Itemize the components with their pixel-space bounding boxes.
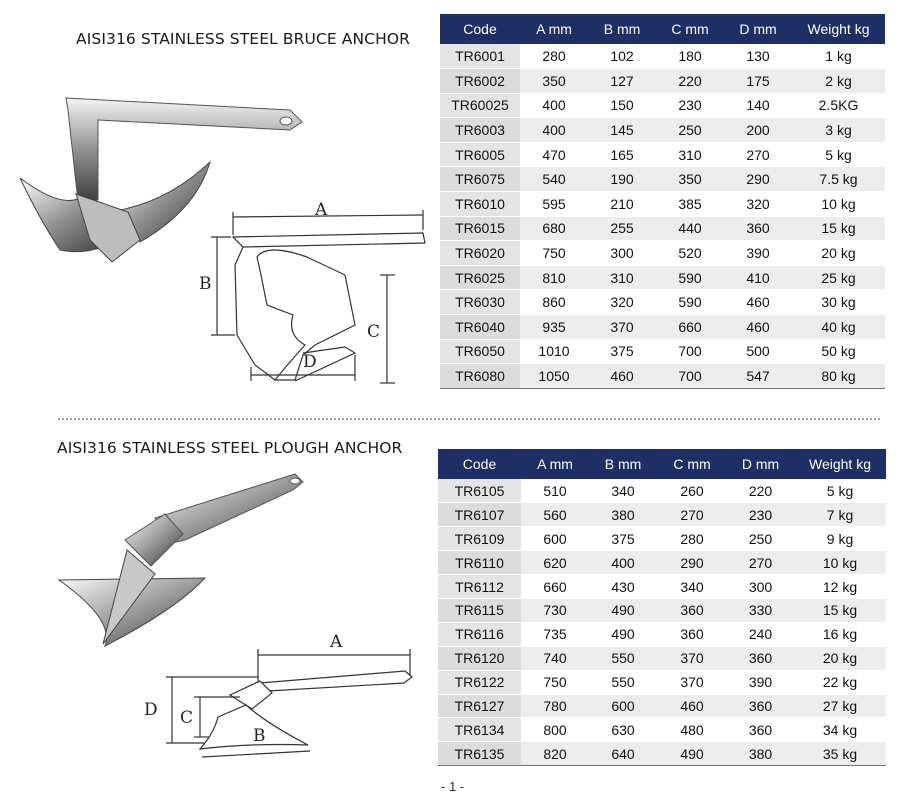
- value-cell: 520: [656, 241, 724, 266]
- value-cell: 480: [657, 718, 727, 742]
- table-row: [440, 93, 885, 118]
- code-cell: TR6134: [438, 718, 521, 742]
- table-row: [438, 575, 886, 599]
- value-cell: 350: [656, 167, 724, 192]
- value-cell: 280: [520, 44, 588, 69]
- plough-dim-label-d: D: [144, 700, 158, 720]
- value-cell: 15 kg: [794, 598, 886, 622]
- table-row: [438, 598, 886, 622]
- table-row: [440, 315, 885, 340]
- code-cell: TR6025: [440, 265, 520, 290]
- code-cell: TR6115: [438, 598, 521, 622]
- value-cell: 20 kg: [792, 241, 885, 266]
- value-cell: 5 kg: [794, 479, 886, 503]
- value-cell: 270: [657, 503, 727, 527]
- value-cell: 7.5 kg: [792, 167, 885, 192]
- value-cell: 860: [520, 290, 588, 315]
- table-row: [440, 142, 885, 167]
- value-cell: 540: [520, 167, 588, 192]
- value-cell: 320: [588, 290, 656, 315]
- value-cell: 220: [727, 479, 794, 503]
- value-cell: 310: [656, 142, 724, 167]
- value-cell: 255: [588, 216, 656, 241]
- bruce-header-c: C mm: [656, 14, 724, 44]
- section-divider: [58, 418, 880, 420]
- value-cell: 820: [521, 742, 589, 766]
- value-cell: 9 kg: [794, 527, 886, 551]
- value-cell: 190: [588, 167, 656, 192]
- value-cell: 230: [656, 93, 724, 118]
- plough-header-b: B mm: [589, 449, 657, 479]
- code-cell: TR6003: [440, 118, 520, 143]
- value-cell: 3 kg: [792, 118, 885, 143]
- bruce-table-header-row: [440, 14, 885, 44]
- value-cell: 250: [656, 118, 724, 143]
- value-cell: 660: [656, 315, 724, 340]
- value-cell: 740: [521, 646, 589, 670]
- value-cell: 600: [521, 527, 589, 551]
- value-cell: 460: [657, 694, 727, 718]
- table-row: [438, 670, 886, 694]
- value-cell: 200: [724, 118, 792, 143]
- value-cell: 16 kg: [794, 622, 886, 646]
- plough-header-c: C mm: [657, 449, 727, 479]
- code-cell: TR6001: [440, 44, 520, 69]
- table-row: [440, 192, 885, 217]
- value-cell: 1 kg: [792, 44, 885, 69]
- value-cell: 547: [724, 364, 792, 389]
- table-row: [438, 479, 886, 503]
- value-cell: 400: [589, 551, 657, 575]
- code-cell: TR6010: [440, 192, 520, 217]
- plough-header-code: Code: [438, 449, 521, 479]
- value-cell: 800: [521, 718, 589, 742]
- value-cell: 550: [589, 646, 657, 670]
- code-cell: TR6080: [440, 364, 520, 389]
- table-row: [438, 622, 886, 646]
- code-cell: TR6040: [440, 315, 520, 340]
- value-cell: 595: [520, 192, 588, 217]
- value-cell: 22 kg: [794, 670, 886, 694]
- value-cell: 440: [656, 216, 724, 241]
- value-cell: 750: [520, 241, 588, 266]
- value-cell: 310: [588, 265, 656, 290]
- bruce-section-title: AISI316 STAINLESS STEEL BRUCE ANCHOR: [76, 30, 410, 48]
- value-cell: 7 kg: [794, 503, 886, 527]
- value-cell: 390: [724, 241, 792, 266]
- value-cell: 290: [724, 167, 792, 192]
- value-cell: 40 kg: [792, 315, 885, 340]
- plough-section-title: AISI316 STAINLESS STEEL PLOUGH ANCHOR: [57, 439, 403, 457]
- bruce-spec-table: [440, 14, 885, 389]
- code-cell: TR6075: [440, 167, 520, 192]
- code-cell: TR6105: [438, 479, 521, 503]
- value-cell: 175: [724, 69, 792, 94]
- value-cell: 370: [657, 670, 727, 694]
- value-cell: 375: [588, 339, 656, 364]
- value-cell: 180: [656, 44, 724, 69]
- value-cell: 490: [589, 622, 657, 646]
- value-cell: 2.5KG: [792, 93, 885, 118]
- value-cell: 400: [520, 118, 588, 143]
- table-row: [438, 527, 886, 551]
- value-cell: 400: [520, 93, 588, 118]
- plough-dim-label-c: C: [180, 708, 194, 728]
- value-cell: 550: [589, 670, 657, 694]
- value-cell: 620: [521, 551, 589, 575]
- value-cell: 380: [727, 742, 794, 766]
- value-cell: 340: [657, 575, 727, 599]
- code-cell: TR6030: [440, 290, 520, 315]
- table-row: [440, 216, 885, 241]
- value-cell: 130: [724, 44, 792, 69]
- value-cell: 750: [521, 670, 589, 694]
- value-cell: 30 kg: [792, 290, 885, 315]
- table-row: [438, 646, 886, 670]
- value-cell: 300: [727, 575, 794, 599]
- value-cell: 12 kg: [794, 575, 886, 599]
- plough-header-a: A mm: [521, 449, 589, 479]
- value-cell: 270: [724, 142, 792, 167]
- value-cell: 360: [724, 216, 792, 241]
- value-cell: 145: [588, 118, 656, 143]
- value-cell: 280: [657, 527, 727, 551]
- value-cell: 590: [656, 290, 724, 315]
- value-cell: 370: [588, 315, 656, 340]
- code-cell: TR6116: [438, 622, 521, 646]
- value-cell: 470: [520, 142, 588, 167]
- plough-dim-label-a: A: [330, 632, 343, 652]
- value-cell: 380: [589, 503, 657, 527]
- value-cell: 150: [588, 93, 656, 118]
- value-cell: 460: [588, 364, 656, 389]
- table-row: [440, 69, 885, 94]
- value-cell: 590: [656, 265, 724, 290]
- value-cell: 350: [520, 69, 588, 94]
- value-cell: 360: [727, 718, 794, 742]
- value-cell: 460: [724, 290, 792, 315]
- value-cell: 500: [724, 339, 792, 364]
- value-cell: 140: [724, 93, 792, 118]
- value-cell: 20 kg: [794, 646, 886, 670]
- plough-dim-label-b: B: [253, 726, 266, 746]
- value-cell: 490: [589, 598, 657, 622]
- code-cell: TR6005: [440, 142, 520, 167]
- code-cell: TR6135: [438, 742, 521, 766]
- value-cell: 240: [727, 622, 794, 646]
- value-cell: 15 kg: [792, 216, 885, 241]
- value-cell: 10 kg: [792, 192, 885, 217]
- value-cell: 680: [520, 216, 588, 241]
- value-cell: 330: [727, 598, 794, 622]
- value-cell: 360: [657, 598, 727, 622]
- bruce-dim-label-b: B: [199, 274, 212, 294]
- value-cell: 340: [589, 479, 657, 503]
- plough-anchor-photo: [55, 470, 315, 650]
- table-row: [438, 503, 886, 527]
- value-cell: 600: [589, 694, 657, 718]
- value-cell: 210: [588, 192, 656, 217]
- value-cell: 1050: [520, 364, 588, 389]
- value-cell: 510: [521, 479, 589, 503]
- code-cell: TR6109: [438, 527, 521, 551]
- value-cell: 700: [656, 364, 724, 389]
- value-cell: 250: [727, 527, 794, 551]
- code-cell: TR6122: [438, 670, 521, 694]
- bruce-dim-label-a: A: [315, 200, 328, 220]
- value-cell: 165: [588, 142, 656, 167]
- bruce-header-code: Code: [440, 14, 520, 44]
- value-cell: 560: [521, 503, 589, 527]
- code-cell: TR6050: [440, 339, 520, 364]
- value-cell: 102: [588, 44, 656, 69]
- value-cell: 25 kg: [792, 265, 885, 290]
- value-cell: 735: [521, 622, 589, 646]
- value-cell: 50 kg: [792, 339, 885, 364]
- code-cell: TR60025: [440, 93, 520, 118]
- bruce-header-a: A mm: [520, 14, 588, 44]
- value-cell: 1010: [520, 339, 588, 364]
- plough-spec-table: [438, 449, 886, 766]
- value-cell: 780: [521, 694, 589, 718]
- value-cell: 230: [727, 503, 794, 527]
- value-cell: 320: [724, 192, 792, 217]
- value-cell: 630: [589, 718, 657, 742]
- value-cell: 2 kg: [792, 69, 885, 94]
- table-row: [438, 694, 886, 718]
- value-cell: 34 kg: [794, 718, 886, 742]
- table-row: [438, 718, 886, 742]
- bruce-dimension-diagram: [195, 195, 430, 400]
- table-row: [440, 364, 885, 389]
- plough-header-weight: Weight kg: [794, 449, 886, 479]
- bruce-header-weight: Weight kg: [792, 14, 885, 44]
- table-row: [440, 44, 885, 69]
- value-cell: 385: [656, 192, 724, 217]
- bruce-header-b: B mm: [588, 14, 656, 44]
- value-cell: 360: [657, 622, 727, 646]
- value-cell: 430: [589, 575, 657, 599]
- value-cell: 360: [727, 694, 794, 718]
- table-row: [438, 551, 886, 575]
- value-cell: 360: [727, 646, 794, 670]
- value-cell: 10 kg: [794, 551, 886, 575]
- value-cell: 935: [520, 315, 588, 340]
- table-row: [440, 167, 885, 192]
- value-cell: 80 kg: [792, 364, 885, 389]
- value-cell: 700: [656, 339, 724, 364]
- bruce-dim-label-c: C: [367, 322, 381, 342]
- value-cell: 127: [588, 69, 656, 94]
- plough-header-d: D mm: [727, 449, 794, 479]
- code-cell: TR6002: [440, 69, 520, 94]
- code-cell: TR6120: [438, 646, 521, 670]
- code-cell: TR6107: [438, 503, 521, 527]
- code-cell: TR6020: [440, 241, 520, 266]
- table-row: [440, 241, 885, 266]
- value-cell: 375: [589, 527, 657, 551]
- table-row: [438, 742, 886, 766]
- code-cell: TR6015: [440, 216, 520, 241]
- code-cell: TR6110: [438, 551, 521, 575]
- value-cell: 220: [656, 69, 724, 94]
- value-cell: 410: [724, 265, 792, 290]
- value-cell: 390: [727, 670, 794, 694]
- bruce-header-d: D mm: [724, 14, 792, 44]
- code-cell: TR6112: [438, 575, 521, 599]
- page-number: - 1 -: [441, 779, 465, 794]
- table-row: [440, 265, 885, 290]
- value-cell: 270: [727, 551, 794, 575]
- code-cell: TR6127: [438, 694, 521, 718]
- table-row: [440, 118, 885, 143]
- value-cell: 490: [657, 742, 727, 766]
- value-cell: 460: [724, 315, 792, 340]
- table-row: [440, 339, 885, 364]
- value-cell: 260: [657, 479, 727, 503]
- value-cell: 810: [520, 265, 588, 290]
- plough-dimension-diagram: [140, 625, 420, 765]
- value-cell: 35 kg: [794, 742, 886, 766]
- value-cell: 300: [588, 241, 656, 266]
- value-cell: 660: [521, 575, 589, 599]
- value-cell: 640: [589, 742, 657, 766]
- value-cell: 370: [657, 646, 727, 670]
- plough-table-header-row: [438, 449, 886, 479]
- value-cell: 290: [657, 551, 727, 575]
- table-row: [440, 290, 885, 315]
- value-cell: 730: [521, 598, 589, 622]
- value-cell: 5 kg: [792, 142, 885, 167]
- bruce-dim-label-d: D: [303, 352, 317, 372]
- value-cell: 27 kg: [794, 694, 886, 718]
